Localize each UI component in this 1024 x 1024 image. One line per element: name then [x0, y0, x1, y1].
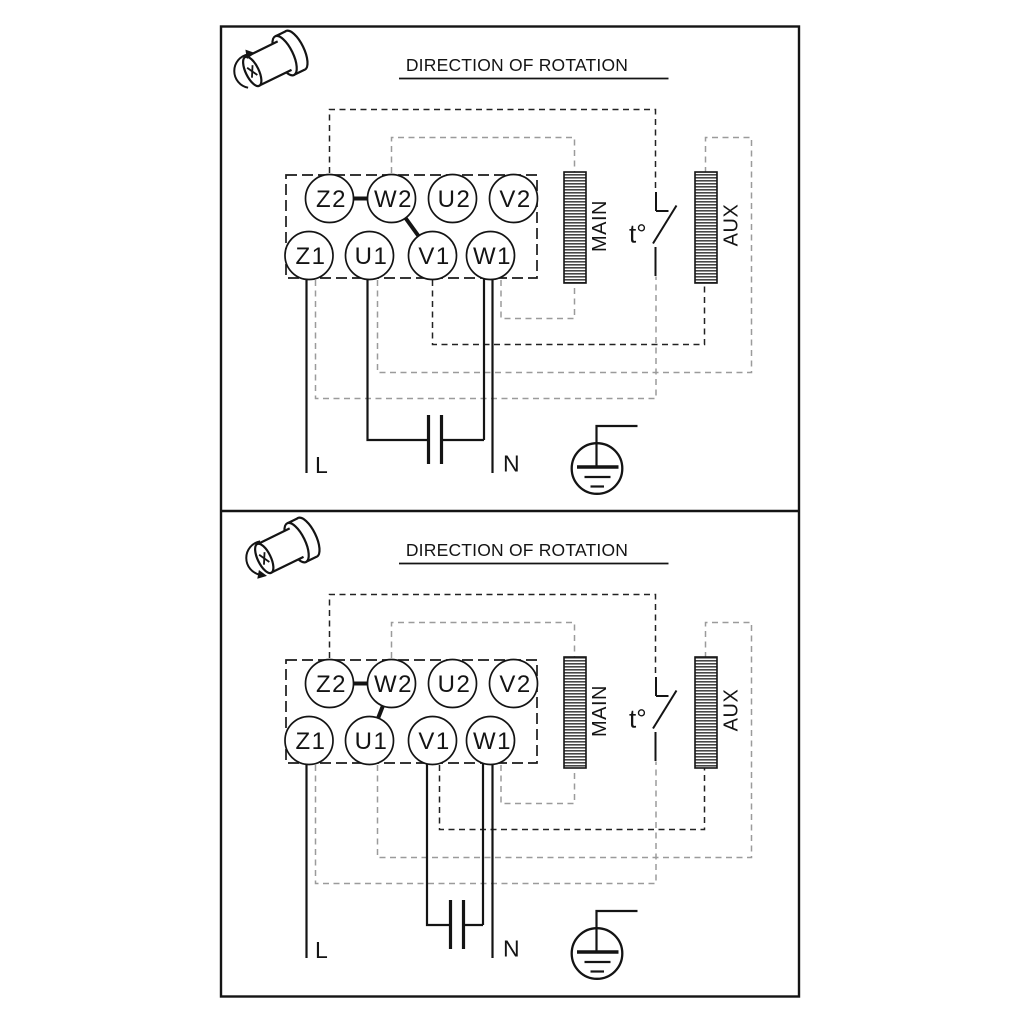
thermal-switch-label: t°: [629, 218, 647, 249]
page-title: DIRECTION OF ROTATION: [405, 55, 629, 75]
panel-top: [234, 27, 751, 493]
capacitor: [429, 415, 442, 464]
terminal-label: V1: [418, 728, 451, 755]
aux-winding-label: AUX: [720, 688, 743, 732]
terminal-label: W2: [374, 186, 413, 213]
terminal-u1: [346, 717, 394, 765]
terminal-v1: [409, 717, 457, 765]
terminal-u2: [429, 175, 477, 223]
wire-z1-thermal-bottom: [316, 762, 657, 884]
main-winding-label: MAIN: [589, 685, 611, 737]
terminal-label: Z2: [315, 186, 348, 213]
terminal-w1: [467, 232, 515, 280]
bridge-w2-v1: [406, 218, 419, 236]
wire-w2-main-top: [392, 138, 575, 174]
terminal-label: Z2: [315, 671, 348, 698]
panel-bottom: [246, 514, 751, 978]
terminal-u1: [346, 232, 394, 280]
thermal-switch: [653, 677, 677, 761]
terminal-w1: [467, 717, 515, 765]
terminal-label: V2: [499, 186, 532, 213]
main-winding: [564, 657, 586, 768]
terminal-z1: [285, 717, 333, 765]
terminal-label: U2: [437, 186, 472, 213]
terminal-block: [285, 660, 538, 765]
terminal-label: Z1: [295, 728, 327, 755]
wire-v1-aux-bottom: [433, 280, 705, 345]
terminal-label: W1: [473, 243, 512, 270]
live-label: L: [315, 452, 328, 478]
capacitor: [451, 900, 464, 949]
terminal-w2: [368, 660, 416, 708]
wire-capacitor-w1: [442, 279, 485, 440]
main-winding: [564, 172, 586, 283]
aux-winding-label: AUX: [720, 203, 743, 247]
terminal-v1: [409, 232, 457, 280]
aux-winding: [695, 172, 717, 283]
wire-w2-main-top: [392, 623, 575, 659]
terminal-label: U2: [437, 671, 472, 698]
earth-symbol: [572, 426, 638, 494]
terminal-v2: [490, 175, 538, 223]
terminal-label: W1: [473, 728, 512, 755]
wire-w1-main-bottom: [501, 280, 575, 319]
rotation-counterclockwise-icon: [234, 27, 312, 93]
aux-winding: [695, 657, 717, 768]
terminal-label: Z1: [295, 243, 327, 270]
terminal-v2: [490, 660, 538, 708]
main-winding-label: MAIN: [589, 200, 611, 252]
neutral-label: N: [503, 935, 520, 962]
thermal-switch: [653, 192, 677, 276]
wire-v1-aux-bottom: [440, 765, 705, 830]
wire-u1-capacitor: [368, 279, 429, 440]
terminal-label: V1: [418, 243, 451, 270]
terminal-z1: [285, 232, 333, 280]
terminal-label: W2: [374, 671, 413, 698]
terminal-label: V2: [499, 671, 532, 698]
terminal-u2: [429, 660, 477, 708]
terminal-z2: [306, 175, 354, 223]
terminal-label: U1: [354, 728, 389, 755]
thermal-switch-label: t°: [629, 703, 647, 734]
bridge-w2-u1: [378, 706, 383, 718]
terminal-label: U1: [354, 243, 389, 270]
terminal-z2: [306, 660, 354, 708]
live-label: L: [315, 937, 328, 963]
page-title: DIRECTION OF ROTATION: [405, 540, 629, 560]
earth-symbol: [572, 911, 638, 979]
rotation-clockwise-icon: [246, 514, 324, 580]
wire-capacitor-w1: [464, 764, 484, 925]
neutral-label: N: [503, 450, 520, 477]
wire-w1-main-bottom: [501, 765, 575, 804]
terminal-w2: [368, 175, 416, 223]
